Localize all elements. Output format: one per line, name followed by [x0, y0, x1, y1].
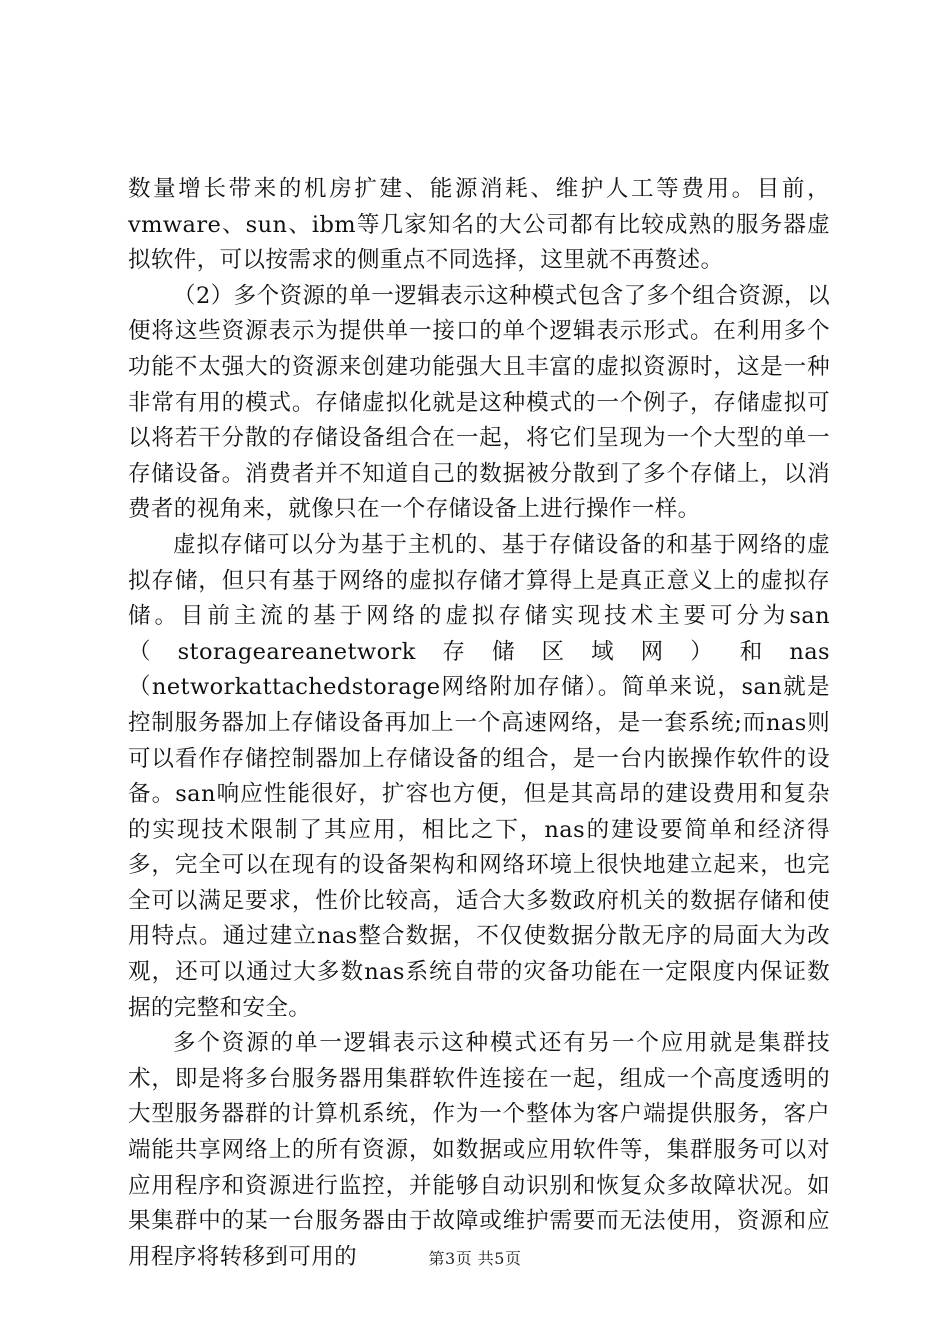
- paragraph-2: （2）多个资源的单一逻辑表示这种模式包含了多个组合资源，以便将这些资源表示为提供单一接口的单个逻辑表示形式。在利用多个功能不太强大的资源来创建功能强大且丰富的虚拟资源时，这是一种非常有用的模式。存储虚拟化就是这种模式的一个例子，存储虚拟可以将若干分散的存储设备组合在一起，将它们呈现为一个大型的单一存储设备。消费者并不知道自己的数据被分散到了多个存储上，以消费者的视角来，就像只在一个存储设备上进行操作一样。: [128, 282, 830, 523]
- paragraph-1: 数量增长带来的机房扩建、能源消耗、维护人工等费用。目前，vmware、sun、ibm等几家知名的大公司都有比较成熟的服务器虚拟软件，可以按需求的侧重点不同选择，这里就不再赘述。: [128, 176, 830, 274]
- page-number-footer: 第3页 共5页: [428, 1249, 522, 1268]
- document-body: [128, 172, 830, 1275]
- paragraph-3: 虚拟存储可以分为基于主机的、基于存储设备的和基于网络的虚拟存储，但只有基于网络的虚拟存储才算得上是真正意义上的虚拟存储。目前主流的基于网络的虚拟存储实现技术主要可分为san（storageareanetwork存储区域网）和nas（networkattachedstorage网络附加存储）。简单来说，san就是控制服务器加上存储设备再加上一个高速网络，是一套系统;而nas则可以看作存储控制器加上存储设备的组合，是一台内嵌操作软件的设备。san响应性能很好，扩容也方便，但是其高昂的建设费用和复杂的实现技术限制了其应用，相比之下，nas的建设要简单和经济得多，完全可以在现有的设备架构和网络环境上很快地建立起来，也完全可以满足要求，性价比较高，适合大多数政府机关的数据存储和使用特点。通过建立nas整合数据，不仅使数据分散无序的局面大为改观，还可以通过大多数nas系统自带的灾备功能在一定限度内保证数据的完整和安全。: [128, 531, 830, 1021]
- paragraph-4: 多个资源的单一逻辑表示这种模式还有另一个应用就是集群技术，即是将多台服务器用集群软件连接在一起，组成一个高度透明的大型服务器群的计算机系统，作为一个整体为客户端提供服务，客户端能共享网络上的所有资源，如数据或应用软件等，集群服务可以对应用程序和资源进行监控，并能够自动识别和恢复众多故障状况。如果集群中的某一台服务器由于故障或维护需要而无法使用，资源和应用程序将转移到可用的: [128, 1030, 830, 1270]
